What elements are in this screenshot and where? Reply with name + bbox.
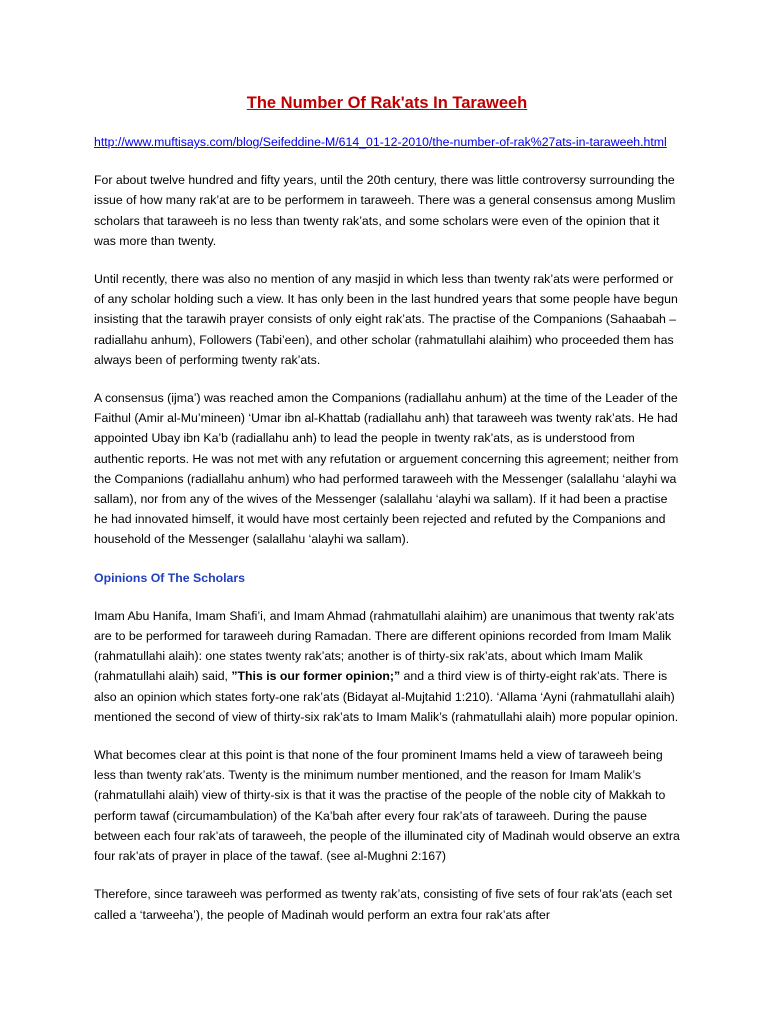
- paragraph-madinah: Therefore, since taraweeh was performed as twenty rak’ats, consisting of five sets of four rak’ats (each set called a ‘tarweeha’), the people of Madinah would perform an extra four rak’ats after: [94, 887, 673, 922]
- paragraph-intro: For about twelve hundred and fifty years, until the 20th century, there was little controversy surrounding the issue of how many rak’at are to be performem in taraweeh. There was a general consensus among Muslim scholars that taraweeh is no less than twenty rak’ats, and some scholars were even of the opinion that it was more than twenty.: [94, 173, 676, 248]
- paragraph-consensus: A consensus (ijma’) was reached amon the Companions (radiallahu anhum) at the time of the Leader of the Faithul (Amir al-Mu’mineen) ‘Umar ibn al-Khattab (radiallahu anh) that taraweeh was twenty rak’ats. He had appointed Ubay ibn Ka’b (radiallahu anh) to lead the people in twenty rak’ats, as is understood from authentic reports. He was not met with any refutation or arguement concerning this agreement; neither from the Companions (radiallahu anhum) who had performed taraweeh with the Messenger (salallahu ‘alayhi wa sallam), nor from any of the wives of the Messenger (salallahu ‘alayhi wa sallam). If it had been a practise he had innovated himself, it would have most certainly been rejected and refuted by the Companions and household of the Messenger (salallahu ‘alayhi wa sallam).: [94, 391, 679, 547]
- document-page: [94, 92, 680, 943]
- paragraph-scholars: [94, 606, 680, 727]
- section-heading-opinions: Opinions Of The Scholars: [94, 570, 245, 585]
- scholars-text-after: and a third view is of thirty-eight rak’ats. There is also an opinion which states forty-one rak’ats (Bidayat al-Mujtahid 1:210). ‘Allama ‘Ayni (rahmatullahi alaih) mentioned the second of view of thirty-six rak’ats to Imam Malik’s (rahmatullahi alaih) more popular opinion.: [94, 669, 679, 724]
- scholars-quote: ”This is our former opinion;”: [231, 669, 401, 684]
- scholars-text-before: Imam Abu Hanifa, Imam Shafi’i, and Imam Ahmad (rahmatullahi alaihim) are unanimous that twenty rak’ats are to be performed for taraweeh during Ramadan. There are different opinions recorded from Imam Malik (rahmatullahi alaih): one states twenty rak’ats; another is of thirty-six rak’ats, about which Imam Malik (rahmatullahi alaih) said,: [94, 608, 675, 684]
- paragraph-four-imams: What becomes clear at this point is that none of the four prominent Imams held a view of taraweeh being less than twenty rak’ats. Twenty is the minimum number mentioned, and the reason for Imam Malik’s (rahmatullahi alaih) view of thirty-six is that it was the practise of the people of the noble city of Makkah to perform tawaf (circumambulation) of the Ka’bah after every four rak’ats of taraweeh. During the pause between each four rak’ats of taraweeh, the people of the illuminated city of Madinah would observe an extra four rak’ats of prayer in place of the tawaf. (see al-Mughni 2:167): [94, 748, 680, 864]
- source-link[interactable]: http://www.muftisays.com/blog/Seifeddine-M/614_01-12-2010/the-number-of-rak%27ats-in-taraweeh.html: [94, 135, 667, 149]
- page-title: The Number Of Rak'ats In Taraweeh: [246, 94, 528, 112]
- paragraph-recent: Until recently, there was also no mention of any masjid in which less than twenty rak’ats were performed or of any scholar holding such a view. It has only been in the last hundred years that some people have begun insisting that the tarawih prayer consists of only eight rak’ats. The practise of the Companions (Sahaabah – radiallahu anhum), Followers (Tabi’een), and other scholar (rahmatullahi alaihim) who proceeded them has always been of performing twenty rak’ats.: [94, 272, 678, 367]
